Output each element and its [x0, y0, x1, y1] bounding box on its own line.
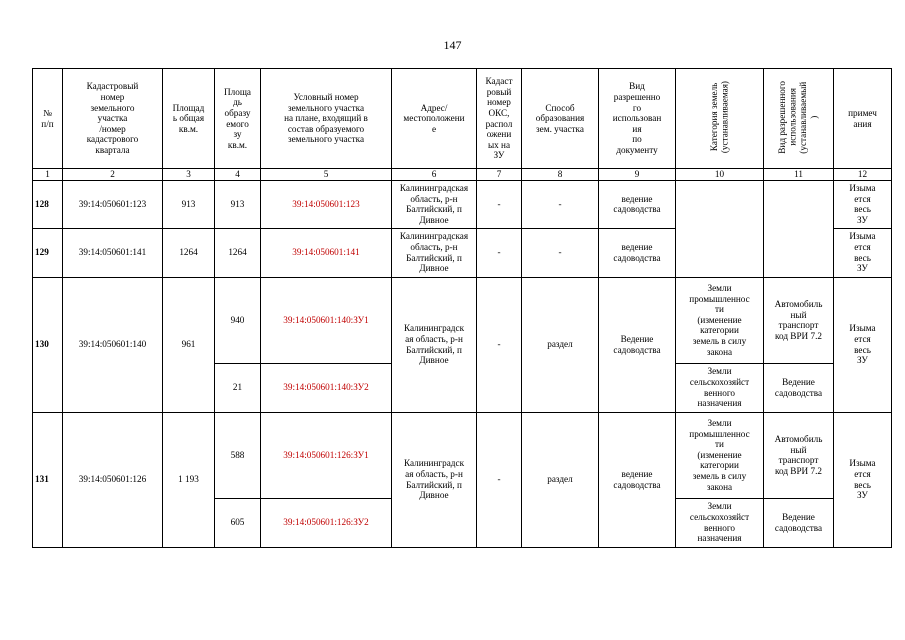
area-formed-cell: 1264 [215, 228, 261, 277]
col-num: 2 [63, 169, 163, 181]
header-category-text: Категория земель (устанавливаемая) [708, 81, 730, 154]
cadastral-cell: 39:14:050601:123 [63, 180, 163, 228]
method-cell: раздел [522, 412, 599, 547]
method-cell: раздел [522, 277, 599, 412]
col-num: 3 [163, 169, 215, 181]
category-cell: Земли промышленнос ти (изменение категории земель в силу закона [676, 412, 764, 498]
address-cell: Калининградская область, р-н Балтийский, п Дивное [392, 228, 477, 277]
header-cadastral: Кадастровый номер земельного участка /номер кадастрового квартала [63, 69, 163, 169]
col-num: 1 [33, 169, 63, 181]
area-formed-cell: 940 [215, 277, 261, 363]
note-cell: Изыма ется весь ЗУ [834, 277, 892, 412]
header-area-total: Площад ь общая кв.м. [163, 69, 215, 169]
address-cell: Калининградская область, р-н Балтийский, п Дивное [392, 180, 477, 228]
header-note: примеч ания [834, 69, 892, 169]
use-set-cell [764, 180, 834, 277]
header-area-formed: Площа дь образу емого зу кв.м. [215, 69, 261, 169]
use-set-cell: Ведение садоводства [764, 498, 834, 547]
header-method: Способ образования зем. участка [522, 69, 599, 169]
conditional-number-cell: 39:14:050601:123 [261, 180, 392, 228]
header-oks: Кадаст ровый номер ОКС, распол ожени ых на ЗУ [477, 69, 522, 169]
area-total-cell: 1 193 [163, 412, 215, 547]
col-num: 10 [676, 169, 764, 181]
col-num: 8 [522, 169, 599, 181]
oks-cell: - [477, 228, 522, 277]
use-doc-cell: ведение садоводства [599, 412, 676, 547]
area-total-cell: 913 [163, 180, 215, 228]
cadastral-cell: 39:14:050601:141 [63, 228, 163, 277]
cadastral-cell: 39:14:050601:140 [63, 277, 163, 412]
col-num: 9 [599, 169, 676, 181]
table-row [33, 412, 892, 498]
note-cell: Изыма ется весь ЗУ [834, 228, 892, 277]
note-cell: Изыма ется весь ЗУ [834, 180, 892, 228]
col-num: 4 [215, 169, 261, 181]
note-cell: Изыма ется весь ЗУ [834, 412, 892, 547]
conditional-number-cell: 39:14:050601:140:ЗУ2 [261, 363, 392, 412]
col-num: 12 [834, 169, 892, 181]
header-use-set-text: Вид разрешенного использования (устанавливаемый ) [777, 80, 820, 154]
method-cell: - [522, 180, 599, 228]
category-cell: Земли сельскохозяйст венного назначения [676, 498, 764, 547]
table-row [33, 277, 892, 363]
conditional-number-cell: 39:14:050601:126:ЗУ2 [261, 498, 392, 547]
area-formed-cell: 605 [215, 498, 261, 547]
row-number: 128 [33, 180, 63, 228]
row-number: 129 [33, 228, 63, 277]
use-set-cell: Автомобиль ный транспорт код ВРИ 7.2 [764, 412, 834, 498]
table-row [33, 180, 892, 228]
use-set-cell: Автомобиль ный транспорт код ВРИ 7.2 [764, 277, 834, 363]
col-num: 6 [392, 169, 477, 181]
col-num: 5 [261, 169, 392, 181]
area-formed-cell: 588 [215, 412, 261, 498]
header-use-set [764, 69, 834, 169]
header-address: Адрес/ местоположени е [392, 69, 477, 169]
address-cell: Калининградск ая область, р-н Балтийский, п Дивное [392, 412, 477, 547]
area-formed-cell: 21 [215, 363, 261, 412]
land-plot-table [32, 68, 892, 548]
area-total-cell: 1264 [163, 228, 215, 277]
category-cell: Земли промышленнос ти (изменение категории земель в силу закона [676, 277, 764, 363]
col-num: 11 [764, 169, 834, 181]
header-num: № п/п [33, 69, 63, 169]
oks-cell: - [477, 277, 522, 412]
row-number: 130 [33, 277, 63, 412]
method-cell: - [522, 228, 599, 277]
header-conditional: Условный номер земельного участка на плане, входящий в состав образуемого земельного участка [261, 69, 392, 169]
address-cell: Калининградск ая область, р-н Балтийский, п Дивное [392, 277, 477, 412]
use-doc-cell: Ведение садоводства [599, 277, 676, 412]
category-cell: Земли сельскохозяйст венного назначения [676, 363, 764, 412]
oks-cell: - [477, 180, 522, 228]
cadastral-cell: 39:14:050601:126 [63, 412, 163, 547]
category-cell [676, 180, 764, 277]
area-formed-cell: 913 [215, 180, 261, 228]
use-set-cell: Ведение садоводства [764, 363, 834, 412]
conditional-number-cell: 39:14:050601:141 [261, 228, 392, 277]
col-num: 7 [477, 169, 522, 181]
header-category [676, 69, 764, 169]
page-number: 147 [443, 38, 462, 52]
use-doc-cell: ведение садоводства [599, 180, 676, 228]
header-use-doc: Вид разрешенно го использован ия по документу [599, 69, 676, 169]
conditional-number-cell: 39:14:050601:140:ЗУ1 [261, 277, 392, 363]
conditional-number-cell: 39:14:050601:126:ЗУ1 [261, 412, 392, 498]
header-row [33, 69, 892, 169]
row-number: 131 [33, 412, 63, 547]
area-total-cell: 961 [163, 277, 215, 412]
column-number-row [33, 169, 892, 181]
oks-cell: - [477, 412, 522, 547]
use-doc-cell: ведение садоводства [599, 228, 676, 277]
